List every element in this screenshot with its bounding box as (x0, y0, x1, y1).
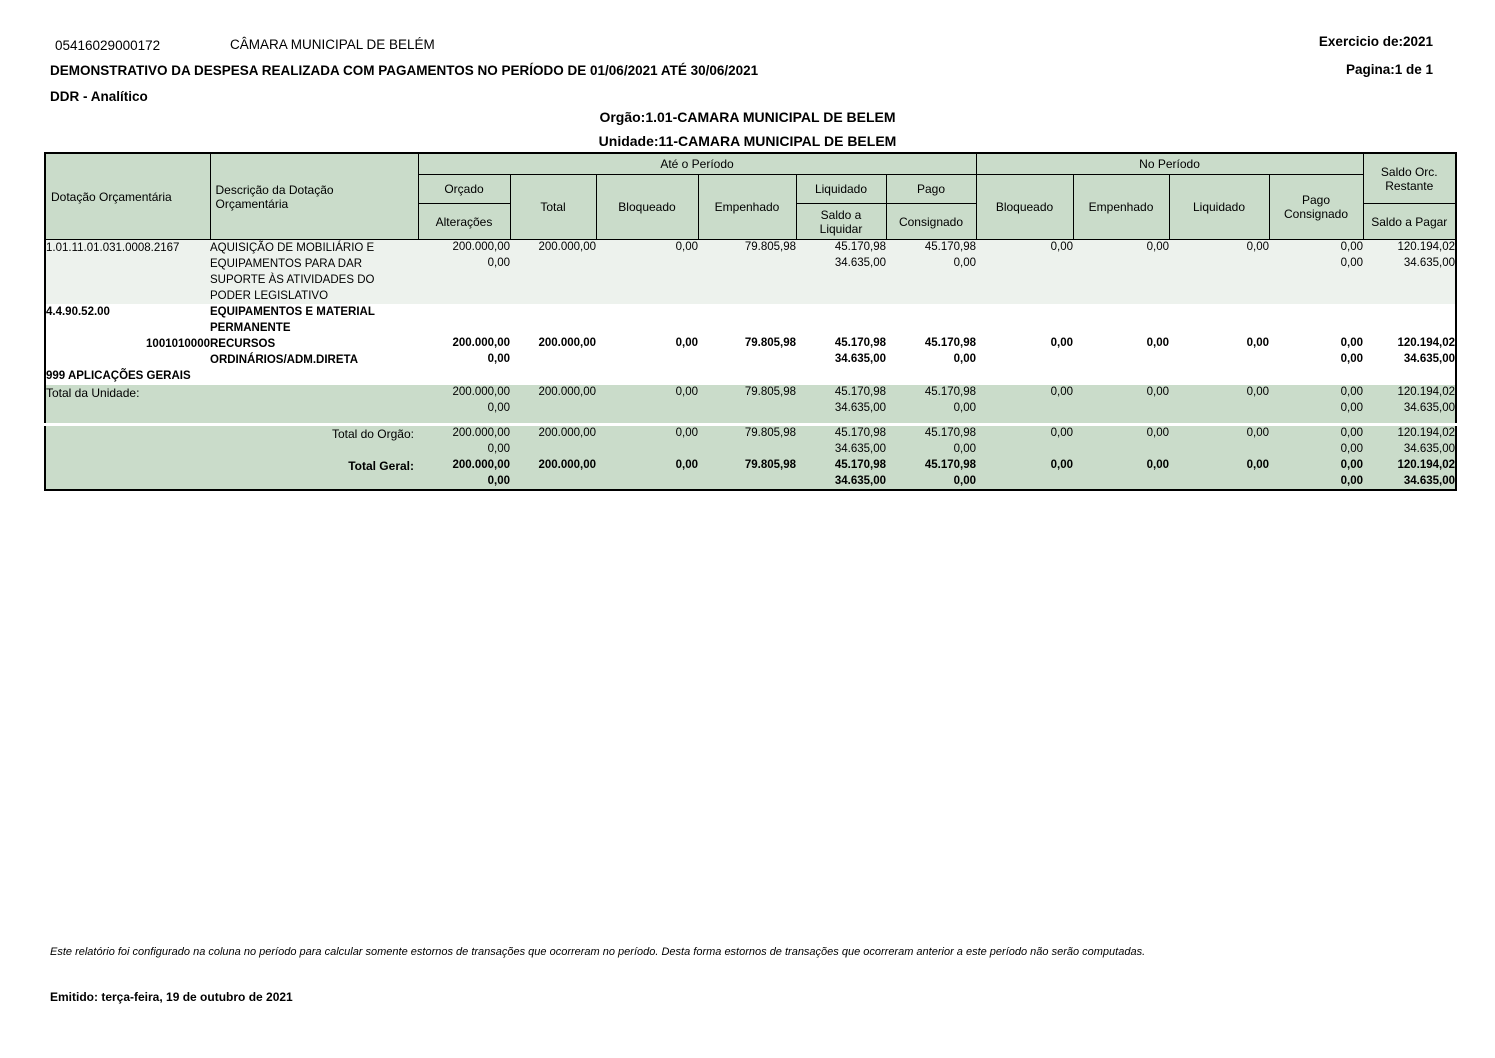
amount-cell-liquidado (796, 304, 886, 336)
report-type-label: DDR - Analítico (50, 89, 148, 104)
amount-cell-orcado (418, 304, 510, 336)
exercise-label: Exercicio de:2021 (1318, 34, 1433, 49)
row-description-cell: EQUIPAMENTOS E MATERIAL PERMANENTE (210, 304, 418, 336)
amount-cell-np-bloqueado: 0,00 (976, 458, 1073, 490)
amount-cell-np-pago: 0,00 0,00 (1269, 385, 1363, 425)
report-title: DEMONSTRATIVO DA DESPESA REALIZADA COM PAGAMENTOS NO PERÍODO DE 01/06/2021 ATÉ 30/06/2021 (50, 63, 759, 78)
amount-cell-bloqueado: 0,00 (596, 458, 698, 490)
row-code-cell: 4.4.90.52.00 (45, 304, 210, 336)
amount-cell-orcado: 200.000,00 0,00 (418, 425, 510, 459)
col-header-total: Total (510, 175, 596, 240)
amount-cell-empenhado (698, 368, 796, 385)
total-row-label: Total da Unidade: (45, 385, 418, 425)
report-table (44, 152, 1457, 491)
np-pago-line1: Pago (1302, 193, 1331, 207)
col-header-np-empenhado: Empenhado (1073, 175, 1169, 240)
amount-cell-np-bloqueado: 0,00 (976, 425, 1073, 459)
report-config-note: Este relatório foi configurado na coluna no período para calcular somente estornos de transações que ocorreram no período. Desta forma estornos de transações que ocorreram anterior a este período não serão computadas. (50, 946, 1146, 958)
amount-cell-liquidado: 45.170,98 34.635,00 (796, 425, 886, 459)
amount-cell-np-liquidado: 0,00 (1169, 240, 1269, 305)
document-number: 05416029000172 (55, 38, 161, 53)
group-header-no-periodo: No Período (976, 153, 1363, 175)
col-header-saldo-a-pagar: Saldo a Pagar (1363, 204, 1456, 240)
amount-cell-np-pago (1269, 368, 1363, 385)
amount-cell-pago: 45.170,98 0,00 (886, 458, 976, 490)
amount-cell-np-empenhado (1073, 368, 1169, 385)
amount-cell-pago (886, 304, 976, 336)
col-header-descricao-line2: Orçamentária (215, 196, 289, 211)
col-header-np-pago-consignado (1269, 175, 1363, 240)
col-header-np-bloqueado: Bloqueado (976, 175, 1073, 240)
amount-cell-total (510, 368, 596, 385)
amount-cell-liquidado: 45.170,98 34.635,00 (796, 458, 886, 490)
group-header-ate-o-periodo: Até o Período (418, 153, 976, 175)
col-header-liquidado: Liquidado (796, 175, 886, 204)
amount-cell-np-empenhado: 0,00 (1073, 425, 1169, 459)
col-header-alteracoes: Alterações (418, 204, 510, 240)
amount-cell-total (510, 304, 596, 336)
col-header-descricao (210, 153, 418, 240)
amount-cell-pago: 45.170,98 0,00 (886, 336, 976, 368)
table-row (45, 368, 1456, 385)
amount-cell-np-bloqueado: 0,00 (976, 385, 1073, 425)
col-header-pago: Pago (886, 175, 976, 204)
table-row (45, 304, 1456, 336)
unidade-heading: Unidade:11-CAMARA MUNICIPAL DE BELEM (598, 133, 897, 149)
row-description-cell: RECURSOS ORDINÁRIOS/ADM.DIRETA (210, 336, 418, 368)
amount-cell-np-pago: 0,00 0,00 (1269, 458, 1363, 490)
table-row (45, 336, 1456, 368)
amount-cell-empenhado (698, 304, 796, 336)
amount-cell-pago: 45.170,98 0,00 (886, 385, 976, 425)
saldo-orc-line2: Restante (1385, 178, 1434, 193)
amount-cell-np-empenhado: 0,00 (1073, 385, 1169, 425)
amount-cell-np-liquidado: 0,00 (1169, 458, 1269, 490)
amount-cell-np-empenhado: 0,00 (1073, 240, 1169, 305)
amount-cell-np-liquidado (1169, 368, 1269, 385)
amount-cell-bloqueado: 0,00 (596, 240, 698, 305)
total-row-label: Total do Orgão: (45, 425, 418, 459)
amount-cell-total: 200.000,00 (510, 240, 596, 305)
amount-cell-np-liquidado: 0,00 (1169, 425, 1269, 459)
saldo-orc-line1: Saldo Orc. (1380, 164, 1438, 179)
amount-cell-saldo (1363, 368, 1456, 385)
np-pago-line2: Consignado (1283, 207, 1349, 221)
page-number-label: Pagina:1 de 1 (1345, 62, 1433, 77)
col-header-consignado: Consignado (886, 204, 976, 240)
amount-cell-np-liquidado: 0,00 (1169, 385, 1269, 425)
amount-cell-orcado: 200.000,00 0,00 (418, 458, 510, 490)
amount-cell-saldo: 120.194,02 34.635,00 (1363, 240, 1456, 305)
amount-cell-np-empenhado: 0,00 (1073, 336, 1169, 368)
amount-cell-np-bloqueado: 0,00 (976, 240, 1073, 305)
emitted-date: Emitido: terça-feira, 19 de outubro de 2021 (50, 990, 293, 1004)
col-header-empenhado: Empenhado (698, 175, 796, 240)
amount-cell-liquidado: 45.170,98 34.635,00 (796, 240, 886, 305)
amount-cell-bloqueado (596, 304, 698, 336)
row-code-cell: 1001010000 (45, 336, 210, 368)
amount-cell-saldo: 120.194,02 34.635,00 (1363, 336, 1456, 368)
amount-cell-orcado (418, 368, 510, 385)
amount-cell-total: 200.000,00 (510, 458, 596, 490)
total-row (45, 385, 1456, 425)
amount-cell-np-liquidado: 0,00 (1169, 336, 1269, 368)
report-table-body (45, 240, 1456, 491)
amount-cell-np-liquidado (1169, 304, 1269, 336)
amount-cell-orcado: 200.000,00 0,00 (418, 336, 510, 368)
amount-cell-pago (886, 368, 976, 385)
total-row (45, 425, 1456, 459)
col-header-orcado: Orçado (418, 175, 510, 204)
entity-name: CÂMARA MUNICIPAL DE BELÉM (230, 37, 435, 52)
col-header-dotacao: Dotação Orçamentária (45, 153, 210, 240)
amount-cell-orcado: 200.000,00 0,00 (418, 385, 510, 425)
amount-cell-empenhado: 79.805,98 (698, 240, 796, 305)
col-header-np-liquidado: Liquidado (1169, 175, 1269, 240)
amount-cell-np-bloqueado (976, 368, 1073, 385)
amount-cell-bloqueado: 0,00 (596, 385, 698, 425)
amount-cell-empenhado: 79.805,98 (698, 336, 796, 368)
amount-cell-np-empenhado: 0,00 (1073, 458, 1169, 490)
col-header-bloqueado: Bloqueado (596, 175, 698, 240)
amount-cell-total: 200.000,00 (510, 336, 596, 368)
amount-cell-np-bloqueado: 0,00 (976, 336, 1073, 368)
amount-cell-orcado: 200.000,00 0,00 (418, 240, 510, 305)
amount-cell-saldo (1363, 304, 1456, 336)
row-description-cell: AQUISIÇÃO DE MOBILIÁRIO E EQUIPAMENTOS PARA DAR SUPORTE ÀS ATIVIDADES DO PODER LEGISLATIVO (210, 240, 418, 305)
amount-cell-np-bloqueado (976, 304, 1073, 336)
amount-cell-empenhado: 79.805,98 (698, 385, 796, 425)
amount-cell-np-pago: 0,00 0,00 (1269, 240, 1363, 305)
total-row (45, 458, 1456, 490)
amount-cell-np-empenhado (1073, 304, 1169, 336)
amount-cell-saldo: 120.194,02 34.635,00 (1363, 385, 1456, 425)
amount-cell-liquidado (796, 368, 886, 385)
row-code-cell: 1.01.11.01.031.0008.2167 (45, 240, 210, 305)
amount-cell-empenhado: 79.805,98 (698, 458, 796, 490)
col-header-descricao-line1: Descrição da Dotação (215, 182, 334, 197)
amount-cell-pago: 45.170,98 0,00 (886, 240, 976, 305)
total-row-label: Total Geral: (45, 458, 418, 490)
amount-cell-np-pago: 0,00 0,00 (1269, 336, 1363, 368)
orgao-heading: Orgão:1.01-CAMARA MUNICIPAL DE BELEM (599, 109, 896, 125)
amount-cell-bloqueado (596, 368, 698, 385)
amount-cell-np-pago (1269, 304, 1363, 336)
amount-cell-empenhado: 79.805,98 (698, 425, 796, 459)
amount-cell-total: 200.000,00 (510, 385, 596, 425)
amount-cell-saldo: 120.194,02 34.635,00 (1363, 425, 1456, 459)
report-table-header (45, 153, 1456, 240)
table-row (45, 240, 1456, 305)
amount-cell-liquidado: 45.170,98 34.635,00 (796, 385, 886, 425)
amount-cell-bloqueado: 0,00 (596, 425, 698, 459)
amount-cell-bloqueado: 0,00 (596, 336, 698, 368)
amount-cell-pago: 45.170,98 0,00 (886, 425, 976, 459)
amount-cell-liquidado: 45.170,98 34.635,00 (796, 336, 886, 368)
col-header-saldo-orc-restante (1363, 153, 1456, 204)
amount-cell-saldo: 120.194,02 34.635,00 (1363, 458, 1456, 490)
amount-cell-np-pago: 0,00 0,00 (1269, 425, 1363, 459)
col-header-saldo-a-liquidar: Saldo a Liquidar (796, 204, 886, 240)
row-code-cell: 999 APLICAÇÕES GERAIS (45, 368, 418, 385)
amount-cell-total: 200.000,00 (510, 425, 596, 459)
